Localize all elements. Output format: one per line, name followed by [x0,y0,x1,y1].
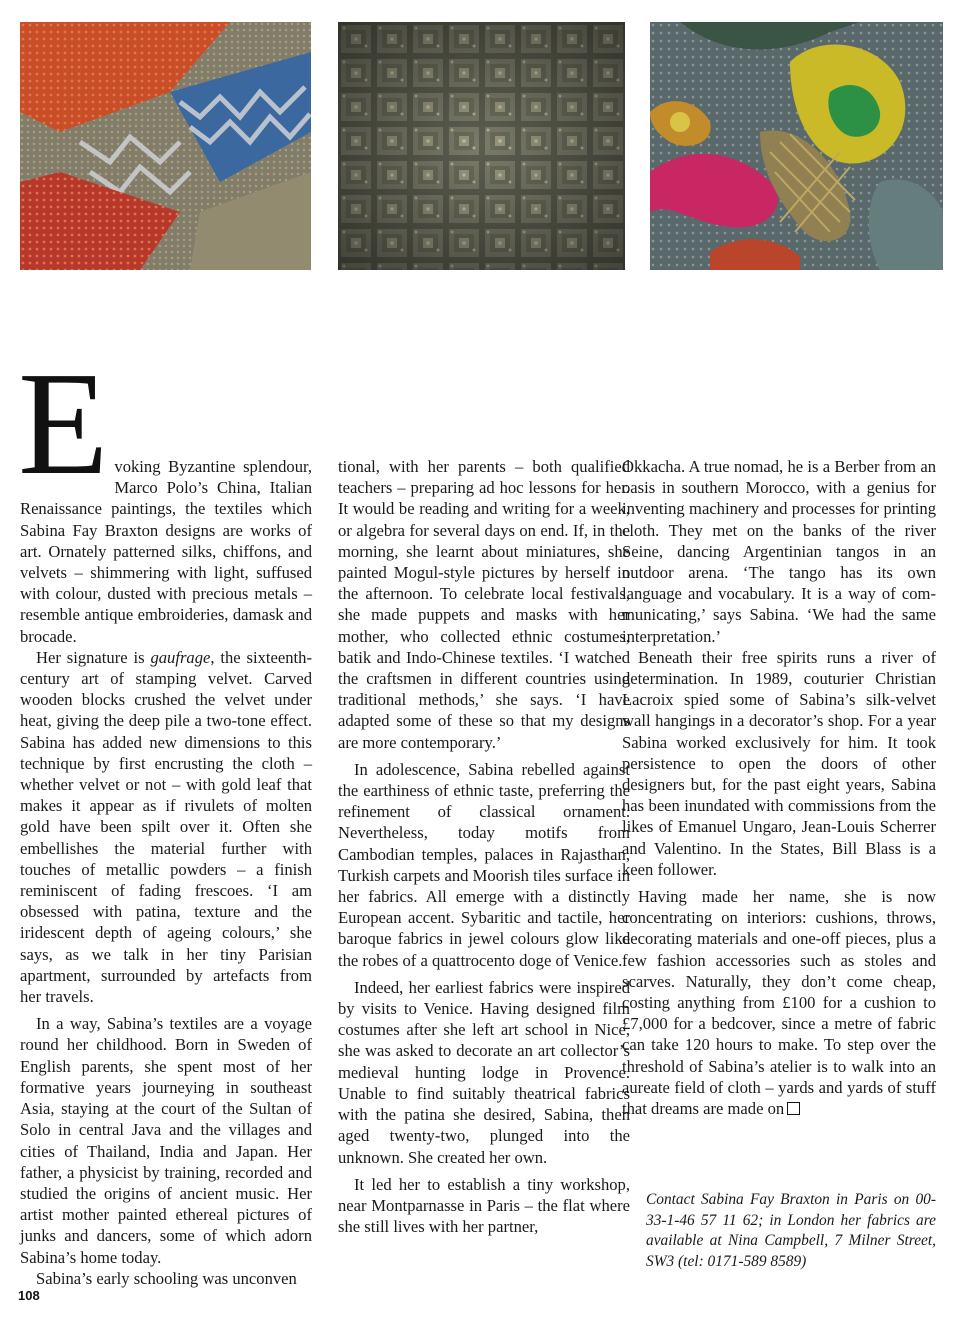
grey-gaufrage-velvet-photo [338,22,625,270]
article-paragraph-10: Beneath their free spirits runs a river of determination. In 1989, couturier Christian Lacroix spied some of Sabina’s silk-velvet wall hangings in a decorator’s shop. For a year Sabina worked exclusively for him. It took persistence to open the doors of other designers but, for the past eight years, Sabina has been inundated with commissions from the likes of Emanuel Ungaro, Jean-Louis Scherrer and Valentino. In the States, Bill Blass is a keen follower. [622,647,936,879]
end-of-article-mark [787,1102,800,1115]
article-column-3 [622,456,936,1119]
article-paragraph-8: It led her to establish a tiny workshop, near Montparnasse in Paris – the flat where she still lives with her partner, [338,1174,630,1237]
jewel-colour-baroque-textile-photo [650,22,943,270]
article-paragraph-4: Sabina’s early schooling was unconven [36,1268,297,1288]
orange-blue-gold-textile-photo [20,22,311,270]
gaufrage-term: gaufrage [150,647,211,667]
article-paragraph-1 [18,342,312,647]
paragraph-text: voking Byzantine splendour, Marco Polo’s China, Italian Renaissance paintings, the textiles which Sabina Fay Braxton designs are works of art. Ornately patterned silks, chiffons, and velvets – shimmering with light, suffused with colour, dusted with precious metals – resemble antique embroideries, damask and brocade. [20,457,312,646]
article-paragraph-3: In a way, Sabina’s textiles are a voyage round her childhood. Born in Sweden of English parents, she spent most of her formative years journeying in southeast Asia, staying at the court of the Sultan of Solo in central Java and the villages and cities of Thailand, India and Japan. Her father, a physicist by training, recorded and studied the origins of ancient music. Her artist mother painted ethereal pictures of junks and dancers, some of which adorn Sabina’s home today. [20,1014,312,1267]
drop-cap: E [18,342,109,506]
contact-credit: Contact Sabina Fay Braxton in Paris on 00-33-1-46 57 11 62; in London her fabrics are available at Nina Campbell, 7 Milner Street, SW3 (tel: 0171-589 8589) [646,1191,936,1270]
article-paragraph-9: Okkacha. A true nomad, he is a Berber from an oasis in southern Morocco, with a genius for inventing machinery and processes for printing cloth. They met on the banks of the river Seine, dancing Argentinian tangos in an outdoor arena. ‘The tango has its own language and vocabulary. It is a way of communicating,’ says Sabina. ‘We had the same interpretation.’ [622,457,936,646]
article-paragraph-2: Her signature is gaufrage, the sixteenth-century art of stamping velvet. Carved wooden blocks crushed the velvet under heat, giving the deep pile a two-tone effect. Sabina has added new dimensions to this technique by first encrusting the cloth – whether velvet or not – with gold leaf that makes it appear as if rivulets of molten gold have been spilt over it. Often she embellishes the material further with touches of metallic powders – a finish reminiscent of fading frescoes. ‘I am obsessed with patina, texture and the iridescent depth of ageing colours,’ she says, as we talk in her tiny Parisian apartment, surrounded by artefacts from her travels. [20,647,312,1007]
article-paragraph-7: Indeed, her earliest fabrics were inspired by visits to Venice. Having designed film costumes after she left art school in Nice, she was asked to decorate an art collector’s medieval hunting lodge in Provence. Unable to find suitably theatrical fabrics with the patina she desired, Sabina, then aged twenty-two, plunged into the unknown. She created her own. [338,977,630,1167]
article-paragraph-5: tional, with her parents – both qualified teachers – preparing ad hoc lessons for her. It would be reading and writing for a week, or algebra for several days on end. If, in the morning, she learnt about miniatures, she painted Mogul-style pictures by herself in the afternoon. To celebrate local festivals, she made puppets and masks with her mother, who collected ethnic costumes, batik and Indo-Chinese textiles. ‘I watched the craftsmen in different countries using traditional methods,’ she says. ‘I have adapted some of these so that my designs are more contemporary.’ [338,457,630,752]
article-paragraph-6: In adolescence, Sabina rebelled against the earthiness of ethnic taste, preferring the refinement of classical ornament. Nevertheless, today motifs from Cambodian temples, palaces in Rajasthan, Turkish carpets and Moorish tiles surface in her fabrics. All emerge with a distinctly European accent. Sybaritic and tactile, her baroque fabrics in jewel colours glow like the robes of a quattrocento doge of Venice. [338,759,630,970]
paragraph-text: Having made her name, she is now concentrating on interiors: cushions, throws, decorating materials and one-off pieces, plus a few fashion accessories such as stoles and scarves. Naturally, they don’t come cheap, costing anything from £100 for a cushion to £7,000 for a bedcover, since a metre of fabric can take 120 hours to make. To step over the threshold of Sabina’s atelier is to walk into an aureate field of cloth – yards and yards of stuff that dreams are made on [622,887,936,1119]
article-paragraph-11 [622,886,936,1119]
article-column-2 [338,456,630,1237]
page-number: 108 [18,1288,40,1303]
article-column-1 [18,342,312,1289]
